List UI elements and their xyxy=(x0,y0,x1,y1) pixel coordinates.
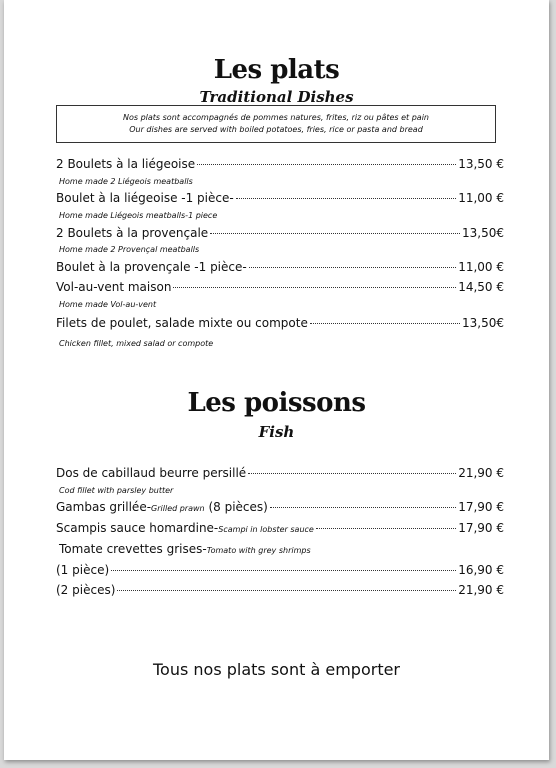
plat-english: Home made Liégeois meatballs-1 piece xyxy=(59,211,218,220)
plat-row xyxy=(56,280,504,294)
poisson-name-fr: Scampis sauce homardine- xyxy=(56,521,219,535)
takeaway-footer: Tous nos plats sont à emporter xyxy=(152,660,401,679)
menu-page xyxy=(4,0,549,760)
plat-row xyxy=(56,226,504,240)
plat-english: Home made 2 Liégeois meatballs xyxy=(59,177,193,186)
note-fr: Nos plats sont accompagnés de pommes natures, frites, riz ou pâtes et pain xyxy=(122,113,429,122)
tomate-name: Tomate crevettes grises- xyxy=(59,542,207,556)
poisson-name-suffix: (8 pièces) xyxy=(204,500,268,514)
poisson-row xyxy=(56,466,504,480)
plats-subtitle: Traditional Dishes xyxy=(199,88,354,106)
poisson-name: Dos de cabillaud beurre persillé xyxy=(56,466,247,480)
plat-row xyxy=(56,260,504,274)
plat-price: 11,00 € xyxy=(458,191,504,205)
plat-name: 2 Boulets à la provençale xyxy=(56,226,209,240)
poisson-row xyxy=(56,500,504,514)
tomate-option-row xyxy=(56,563,504,577)
leader-dots xyxy=(249,267,456,268)
leader-dots xyxy=(270,507,456,508)
plats-title: Les plats xyxy=(213,55,340,85)
plat-price: 11,00 € xyxy=(458,260,504,274)
plat-price: 13,50€ xyxy=(462,226,504,240)
poisson-price: 17,90 € xyxy=(458,521,504,535)
leader-dots xyxy=(248,473,456,474)
plat-name: Boulet à la provençale -1 pièce- xyxy=(56,260,247,274)
plat-price: 14,50 € xyxy=(458,280,504,294)
plat-name: Vol-au-vent maison xyxy=(56,280,172,294)
tomate-option-price: 16,90 € xyxy=(458,563,504,577)
leader-dots xyxy=(316,528,456,529)
tomate-option-name: (2 pièces) xyxy=(56,583,116,597)
plat-english: Home made Vol-au-vent xyxy=(59,300,157,309)
plat-row xyxy=(56,191,504,205)
poisson-english: Cod fillet with parsley butter xyxy=(59,486,174,495)
tomate-heading xyxy=(59,542,311,556)
tomate-option-row xyxy=(56,583,504,597)
plat-price: 13,50€ xyxy=(462,316,504,330)
plat-row xyxy=(56,316,504,330)
poisson-price: 21,90 € xyxy=(458,466,504,480)
leader-dots xyxy=(111,570,456,571)
tomate-option-price: 21,90 € xyxy=(458,583,504,597)
poisson-name-fr: Gambas grillée- xyxy=(56,500,152,514)
poissons-subtitle: Fish xyxy=(258,423,295,441)
plat-name: Filets de poulet, salade mixte ou compote xyxy=(56,316,308,330)
leader-dots xyxy=(310,323,460,324)
leader-dots xyxy=(173,287,456,288)
leader-dots xyxy=(210,233,460,234)
poisson-name xyxy=(56,521,314,535)
leader-dots xyxy=(236,198,457,199)
leader-dots xyxy=(117,590,456,591)
plat-english: Chicken fillet, mixed salad or compote xyxy=(59,339,214,348)
poisson-row xyxy=(56,521,504,535)
poisson-name xyxy=(56,500,268,514)
plat-row xyxy=(56,157,504,171)
poisson-inline-english: Scampi in lobster sauce xyxy=(218,525,314,534)
plat-name: 2 Boulets à la liégeoise xyxy=(56,157,196,171)
plat-price: 13,50 € xyxy=(458,157,504,171)
plat-english: Home made 2 Provençal meatballs xyxy=(59,245,200,254)
plats-note-box xyxy=(56,105,496,143)
note-en: Our dishes are served with boiled potatoes, fries, rice or pasta and bread xyxy=(129,125,423,134)
poisson-price: 17,90 € xyxy=(458,500,504,514)
plat-name: Boulet à la liégeoise -1 pièce- xyxy=(56,191,234,205)
poissons-title: Les poissons xyxy=(187,388,366,418)
leader-dots xyxy=(197,164,456,165)
tomate-option-name: (1 pièce) xyxy=(56,563,110,577)
tomate-inline-english: Tomato with grey shrimps xyxy=(206,546,311,555)
poisson-inline-english: Grilled prawn xyxy=(151,504,205,513)
